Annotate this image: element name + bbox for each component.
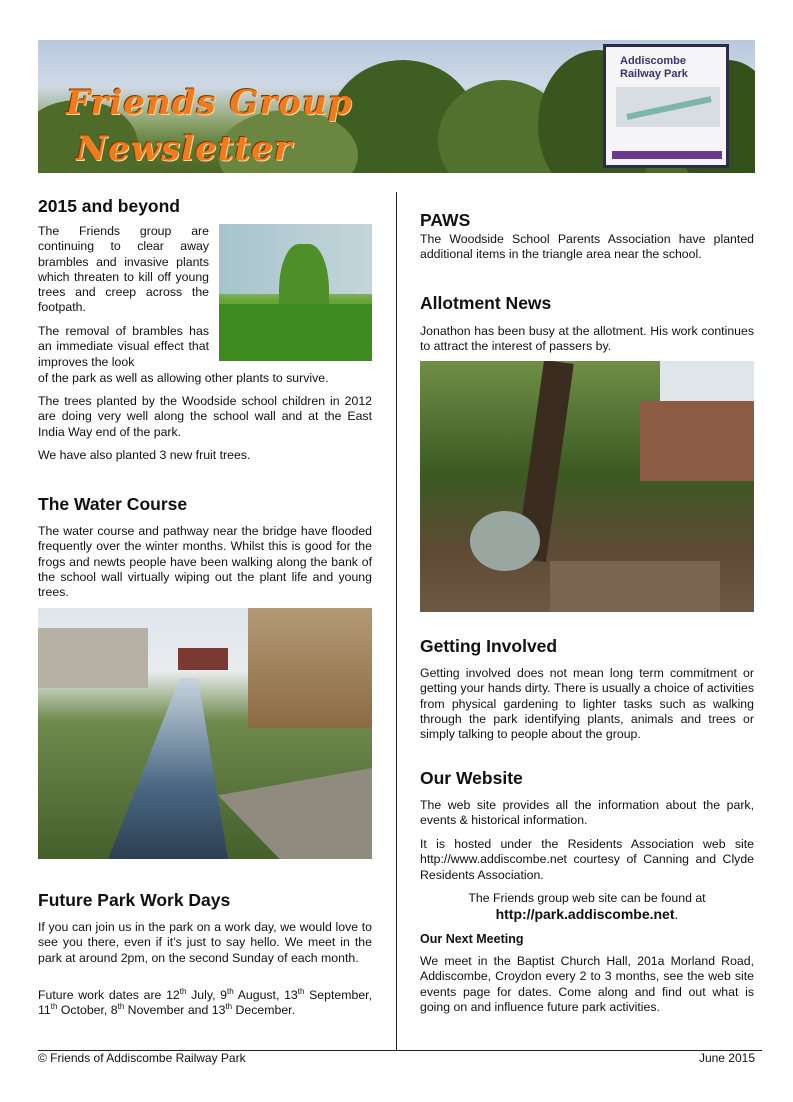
column-divider bbox=[396, 192, 397, 1050]
water-course-photo bbox=[38, 608, 372, 859]
section-heading-website: Our Website bbox=[420, 768, 523, 788]
park-sign-title bbox=[620, 55, 688, 81]
section-heading-water-course: The Water Course bbox=[38, 494, 188, 514]
paragraph: We meet in the Baptist Church Hall, 201a Morland Road, Addiscombe, Croydon every 2 to 3 months, see the web site events page for dates. Come along and find out what is going on and influence future park activities. bbox=[420, 954, 754, 1014]
paragraph: Getting involved does not mean long term commitment or getting your hands dirty. There is usually a choice of activities from physical gardening to lighter tasks such as walking through the park identifying plants, animals and trees or simply talking to people about the group. bbox=[420, 666, 754, 742]
paragraph: We have also planted 3 new fruit trees. bbox=[38, 448, 251, 462]
work-dates-text: September, 11 bbox=[38, 988, 372, 1018]
paragraph: The Woodside School Parents Association have planted additional items in the triangle area near the school. bbox=[420, 232, 754, 262]
brambles-photo bbox=[219, 224, 372, 361]
section-heading-paws: PAWS bbox=[420, 210, 471, 230]
ordinal-suffix: th bbox=[117, 1002, 125, 1012]
paragraph: The Friends group web site can be found at bbox=[468, 891, 706, 905]
paragraph: It is hosted under the Residents Association web site http://www.addiscombe.net courtesy of Canning and Clyde Residents Association. bbox=[420, 837, 754, 882]
website-url-tail: . bbox=[674, 906, 679, 922]
section-heading-2015: 2015 and beyond bbox=[38, 196, 180, 216]
park-sign-image bbox=[603, 44, 729, 168]
newsletter-title bbox=[66, 80, 353, 172]
section-heading-work-days: Future Park Work Days bbox=[38, 890, 231, 910]
park-sign-map bbox=[616, 87, 720, 127]
paragraph: of the park as well as allowing other plants to survive. bbox=[38, 371, 329, 385]
newsletter-title-line2: Newsletter bbox=[76, 129, 293, 169]
paragraph: The Friends group are continuing to clear away brambles and invasive plants which threaten to kill off young trees and creep across the footpath. bbox=[38, 224, 209, 315]
allotment-photo bbox=[420, 361, 754, 612]
section-heading-next-meeting: Our Next Meeting bbox=[420, 932, 524, 946]
ordinal-suffix: th bbox=[225, 1002, 233, 1012]
header-banner bbox=[38, 40, 755, 173]
paragraph: The web site provides all the information about the park, events & historical information. bbox=[420, 798, 754, 828]
work-dates-text: December. bbox=[232, 1003, 295, 1018]
ordinal-suffix: th bbox=[297, 986, 305, 996]
work-dates-text: July, 9 bbox=[186, 988, 228, 1002]
work-dates-text: August, 13 bbox=[233, 988, 298, 1002]
paragraph: The removal of brambles has an immediate visual effect that improves the look bbox=[38, 324, 209, 369]
paragraph: If you can join us in the park on a work day, we would love to see you there, even if it’s just to say hello. We meet in the park at around 2pm, on the second Sunday of each month. bbox=[38, 920, 372, 965]
section-heading-getting-involved: Getting Involved bbox=[420, 636, 558, 656]
work-dates-text: Future work dates are 12 bbox=[38, 988, 180, 1002]
ordinal-suffix: th bbox=[50, 1002, 58, 1012]
work-dates-paragraph bbox=[38, 988, 372, 1019]
website-url-line bbox=[420, 906, 754, 923]
footer-copyright: © Friends of Addiscombe Railway Park bbox=[38, 1051, 246, 1065]
park-sign-line1: Addiscombe bbox=[620, 55, 687, 67]
website-url-link[interactable]: http://park.addiscombe.net bbox=[495, 906, 675, 922]
work-dates-text: October, 8 bbox=[57, 1003, 118, 1018]
paragraph: The water course and pathway near the bridge have flooded frequently over the winter months. Whilst this is good for the frogs and newts people have been walking along the bank of the school wall virtually wiping out the plant life and young trees. bbox=[38, 524, 372, 600]
work-dates-text: November and 13 bbox=[124, 1003, 226, 1018]
ordinal-suffix: th bbox=[227, 986, 234, 996]
newsletter-title-line1: Friends Group bbox=[66, 83, 353, 123]
paragraph: Jonathon has been busy at the allotment. His work continues to attract the interest of passers by. bbox=[420, 324, 754, 354]
paragraph: The trees planted by the Woodside school children in 2012 are doing very well along the school wall and at the East India Way end of the park. bbox=[38, 394, 372, 439]
park-sign-bar bbox=[612, 151, 722, 159]
park-sign-line2: Railway Park bbox=[620, 68, 688, 80]
footer-date: June 2015 bbox=[698, 1051, 755, 1065]
section-heading-allotment: Allotment News bbox=[420, 293, 552, 313]
ordinal-suffix: th bbox=[179, 986, 187, 996]
